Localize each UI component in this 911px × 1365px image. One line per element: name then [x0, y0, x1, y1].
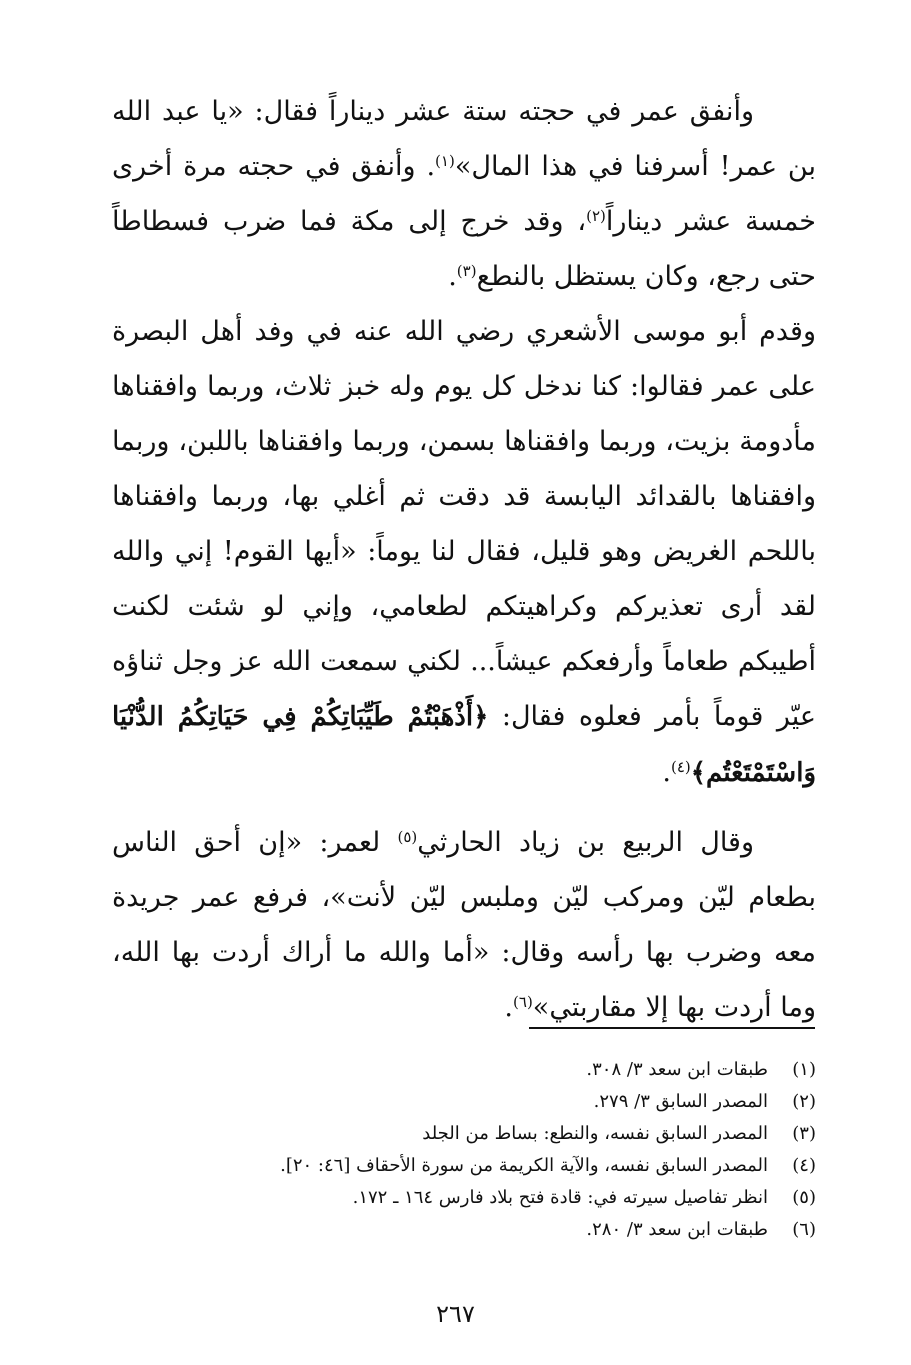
footnote-ref-3[interactable]: (٣) [456, 262, 477, 280]
footnote-number: (٣) [792, 1123, 816, 1144]
footnote-ref-5[interactable]: (٥) [397, 828, 418, 846]
footnote-number: (٦) [792, 1219, 816, 1240]
footnote-number: (٤) [792, 1155, 816, 1176]
footnote-number: (٥) [792, 1187, 816, 1208]
footnotes [112, 1054, 816, 1246]
footnote-separator [529, 1027, 815, 1029]
footnote-item [112, 1054, 816, 1086]
footnote-text: طبقات ابن سعد ٣/ ٣٠٨. [586, 1059, 768, 1080]
footnote-item [112, 1182, 816, 1214]
footnote-ref-1[interactable]: (١) [435, 152, 455, 170]
paragraph-text: وقال الربيع بن زياد الحارثي [417, 827, 754, 858]
main-text [112, 84, 816, 1035]
footnote-item [112, 1118, 816, 1150]
page-number: ٢٦٧ [436, 1300, 475, 1328]
footnote-ref-2[interactable]: (٢) [586, 207, 606, 225]
paragraph-3 [112, 815, 816, 1035]
footnote-item [112, 1214, 816, 1246]
footnote-number: (٢) [792, 1091, 816, 1112]
footnote-text: المصدر السابق نفسه، والنطع: بساط من الجلد [422, 1123, 768, 1144]
paragraph-text: لعمر: «إن أحق الناس بطعام ليّن ومركب ليّن وملبس ليّن لأنت»، فرفع عمر جريدة معه وضرب بها رأسه وقال: «أما والله ما أراك أردت بها الله، وما أردت بها إلا مقاربتي» [112, 827, 816, 1023]
paragraph-text: . [448, 261, 457, 292]
paragraph-2 [112, 304, 816, 801]
quran-verse: ﴿أَذْهَبْتُمْ طَيِّبَاتِكُمْ فِي حَيَاتِكُمُ الدُّنْيَا وَاسْتَمْتَعْتُم﴾ [112, 702, 816, 788]
paragraph-text: وأنفق عمر في حجته ستة عشر ديناراً فقال: «يا عبد الله بن عمر! أسرفنا في هذا المال» [112, 96, 817, 182]
footnote-item [112, 1086, 816, 1118]
footnote-ref-4[interactable]: (٤) [671, 758, 691, 776]
paragraph-text: وقدم أبو موسى الأشعري رضي الله عنه في وفد أهل البصرة على عمر فقالوا: كنا ندخل كل يوم وله خبز ثلاث، وربما وافقناها مأدومة بزيت، وربما وافقناها بسمن، وربما وافقناها باللبن، وربما وافقناها بالقدائد اليابسة قد دقت ثم أغلي بها، وربما وافقناها باللحم الغريض وهو قليل، فقال لنا يوماً: «أيها القوم! إني والله لقد أرى تعذيركم وكراهيتكم لطعامي، وإني لو شئت لكنت أطيبكم طعاماً وأرفعكم عيشاً... لكني سمعت الله عز وجل ثناؤه عيّر قوماً بأمر فعلوه فقال: [112, 316, 816, 732]
footnote-text: طبقات ابن سعد ٣/ ٢٨٠. [586, 1219, 768, 1240]
footnote-text: المصدر السابق نفسه، والآية الكريمة من سورة الأحقاف [٤٦: ٢٠]. [280, 1155, 768, 1176]
paragraph-text: ، وقد خرج إلى مكة فما ضرب فسطاطاً حتى رجع، وكان يستظل بالنطع [112, 206, 816, 292]
footnote-ref-6[interactable]: (٦) [513, 993, 533, 1011]
paragraph-text: . وأنفق في حجته مرة أخرى خمسة عشر ديناراً [112, 151, 817, 237]
footnote-number: (١) [792, 1059, 816, 1080]
footnote-item [112, 1150, 816, 1182]
paragraph-text: . [662, 757, 671, 788]
footnote-text: انظر تفاصيل سيرته في: قادة فتح بلاد فارس ١٦٤ ـ ١٧٢. [352, 1187, 768, 1208]
footnote-text: المصدر السابق ٣/ ٢٧٩. [593, 1091, 768, 1112]
paragraph-text: . [504, 992, 514, 1023]
paragraph-1 [112, 84, 816, 304]
